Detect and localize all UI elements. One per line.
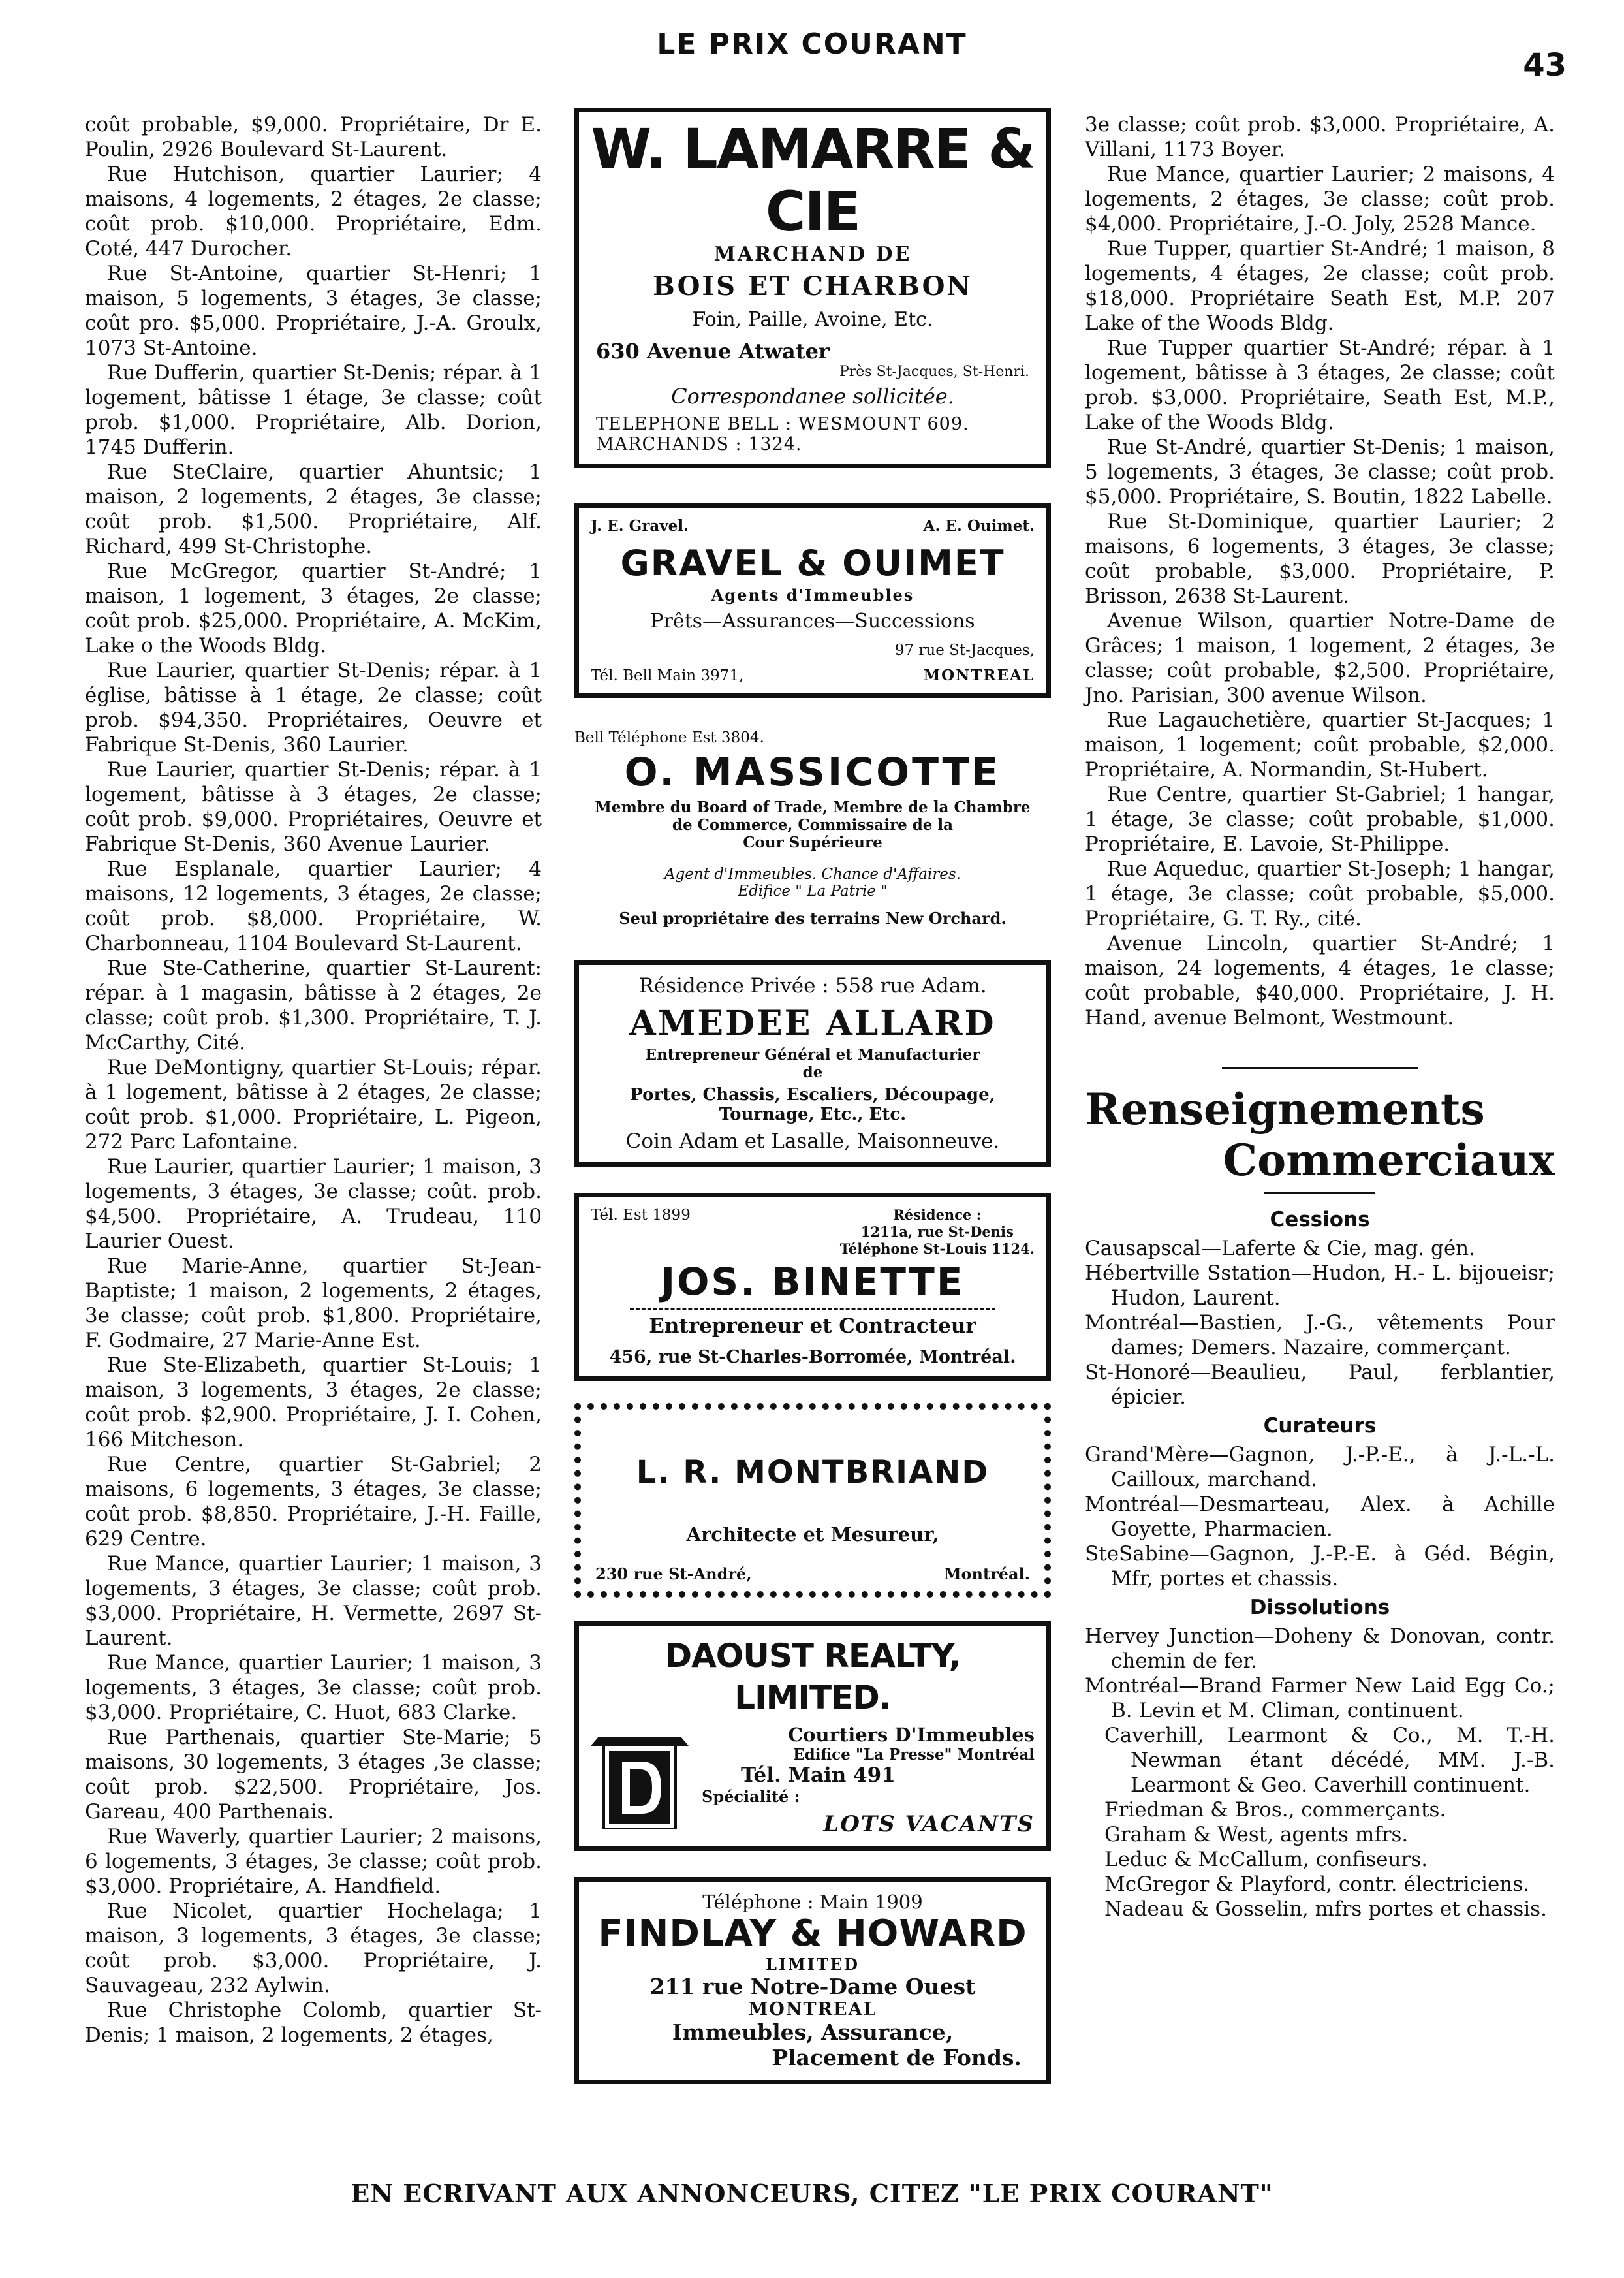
ad-gravel-address: 97 rue St-Jacques, — [894, 642, 1035, 659]
ad-lamarre-slogan: Correspondanee sollicitée. — [671, 384, 954, 409]
listing-entry: 3e classe; coût prob. $3,000. Propriétaire, A. Villani, 1173 Boyer. — [1085, 113, 1555, 161]
ad-lamarre-phone: MARCHANDS : 1324. — [596, 434, 802, 454]
ad-gravel-line: Agents d'Immeubles — [711, 586, 914, 605]
ad-daoust-title: DAOUST REALTY, LIMITED. — [664, 1637, 961, 1716]
ad-lamarre-near: Près St-Jacques, St-Henri. — [839, 364, 1029, 380]
listing-entry: Rue Centre, quartier St-Gabriel; 2 maisons, 6 logements, 3 étages, 3e classe; coût prob. $8,850. Propriétaire, J.-H. Faille, 629 Centre. — [85, 1453, 542, 1551]
ad-binette-line: Entrepreneur et Contracteur — [649, 1314, 976, 1338]
listing-entry: Rue Tupper, quartier St-André; 1 maison, 8 logements, 4 étages, 2e classe; coût prob. $18,000. Propriétaire Seath Est, M.P. 207 Lake of the Woods Bldg. — [1085, 237, 1555, 335]
ad-lamarre-line: Foin, Paille, Avoine, Etc. — [692, 308, 933, 331]
left-column — [85, 112, 542, 2048]
ad-lamarre-line: BOIS ET CHARBON — [653, 271, 973, 302]
ad-allard-line: Entrepreneur Général et Manufacturier — [645, 1046, 980, 1064]
ad-daoust-line: Spécialité : — [702, 1787, 800, 1806]
ad-lamarre — [574, 108, 1051, 468]
register-entry: Montréal—Brand Farmer New Laid Egg Co.; B. Levin et M. Climan, continuent. — [1085, 1674, 1555, 1722]
ad-binette-res: 1211a, rue St-Denis — [860, 1224, 1014, 1240]
listing-entry: Rue Mance, quartier Laurier; 1 maison, 3 logements, 3 étages, 3e classe; coût prob. $3,000. Propriétaire, H. Vermette, 2697 St-Laurent. — [85, 1552, 542, 1650]
ad-allard-line: Coin Adam et Lasalle, Maisonneuve. — [625, 1130, 1000, 1153]
ad-montbriand-address: 230 rue St-André, — [595, 1564, 752, 1583]
listing-entry: Avenue Wilson, quartier Notre-Dame de Grâces; 1 maison, 1 logement, 2 étages, 3e classe; coût probable, $2,500. Propriétaire, Jno. Parisian, 300 avenue Wilson. — [1085, 609, 1555, 707]
ad-findlay-phone: Téléphone : Main 1909 — [702, 1891, 923, 1913]
ad-massicotte-phone: Bell Téléphone Est 3804. — [574, 729, 764, 746]
ad-lamarre-phone: TELEPHONE BELL : WESMOUNT 609. — [596, 414, 969, 434]
listing-entry: Rue Aqueduc, quartier St-Joseph; 1 hangar, 1 étage, 3e classe; coût probable, $5,000. Propriétaire, G. T. Ry., cité. — [1085, 857, 1555, 930]
ad-binette-phone: Tél. Est 1899 — [591, 1207, 691, 1224]
register-entry: Leduc & McCallum, confiseurs. — [1104, 1848, 1428, 1871]
section-divider — [1222, 1067, 1418, 1069]
ad-allard-line: de — [802, 1064, 823, 1081]
renseignements-heading: Renseignements — [1085, 1084, 1485, 1135]
register-entry: Causapscal—Laferte & Cie, mag. gén. — [1085, 1237, 1476, 1260]
listing-entry: Rue Waverly, quartier Laurier; 2 maisons, 6 logements, 3 étages, 3e classe; coût prob. $3,000. Propriétaire, A. Handfield. — [85, 1825, 542, 1898]
ad-daoust — [574, 1621, 1051, 1851]
listing-entry: Rue Hutchison, quartier Laurier; 4 maisons, 4 logements, 2 étages, 2e classe; coût prob. $10,000. Propriétaire, Edm. Coté, 447 Durocher. — [85, 163, 542, 261]
listing-entry: Rue Dufferin, quartier St-Denis; répar. à 1 logement, bâtisse 1 étage, 3e classe; coût prob. $1,000. Propriétaire, Alb. Dorion, 1745 Dufferin. — [85, 361, 542, 459]
ad-lamarre-line: MARCHAND DE — [713, 243, 912, 266]
ad-gravel-ouimet — [574, 503, 1051, 698]
listing-entry: Rue Nicolet, quartier Hochelaga; 1 maison, 3 logements, 3 étages, 3e classe; coût prob. $3,000. Propriétaire, J. Sauvageau, 232 Aylwin. — [85, 1899, 542, 1997]
ad-findlay-line: 211 rue Notre-Dame Ouest — [649, 1974, 976, 1999]
ad-gravel-title: GRAVEL & OUIMET — [620, 543, 1005, 584]
commerciaux-heading: Commerciaux — [1223, 1135, 1555, 1186]
listing-entry: Rue Tupper quartier St-André; répar. à 1 logement, bâtisse à 3 étages, 2e classe; coût prob. $3,000. Propriétaire, Seath Est, M.P., Lake of the Woods Bldg. — [1085, 336, 1555, 434]
ad-allard — [574, 960, 1051, 1167]
register-entry: Hervey Junction—Doheny & Donovan, contr. chemin de fer. — [1085, 1624, 1555, 1673]
register-entry: Nadeau & Gosselin, mfrs portes et chassis. — [1104, 1897, 1547, 1921]
ad-gravel-right-name: A. E. Ouimet. — [923, 517, 1035, 535]
ad-allard-title: AMEDEE ALLARD — [629, 1004, 996, 1043]
register-entry: McGregor & Playford, contr. électriciens. — [1104, 1873, 1530, 1896]
listing-entry: Rue Centre, quartier St-Gabriel; 1 hangar, 1 étage, 3e classe; coût probable, $1,000. Propriétaire, E. Lavoie, St-Philippe. — [1085, 783, 1555, 856]
ad-lamarre-title: W. LAMARRE & CIE — [591, 117, 1035, 244]
listing-entry: Rue St-André, quartier St-Denis; 1 maison, 5 logements, 3 étages, 3e classe; coût prob. $5,000. Propriétaire, S. Boutin, 1822 Labelle. — [1085, 435, 1555, 509]
listing-entry: Avenue Lincoln, quartier St-André; 1 maison, 24 logements, 4 étages, 1e classe; coût probable, $40,000. Propriétaire, J. H. Hand, avenue Belmont, Westmount. — [1085, 932, 1555, 1030]
ad-gravel-left-name: J. E. Gravel. — [591, 517, 689, 535]
register-entry: Graham & West, agents mfrs. — [1104, 1823, 1409, 1846]
dissolutions-heading: Dissolutions — [1249, 1596, 1390, 1619]
listing-entry: Rue McGregor, quartier St-André; 1 maison, 1 logement, 3 étages, 2e classe; coût prob. $25,000. Propriétaire, A. McKim, Lake o the Woods Bldg. — [85, 560, 542, 657]
ad-massicotte — [574, 729, 1051, 928]
daoust-monogram-logo — [591, 1732, 689, 1829]
ad-findlay-line: Immeubles, Assurance, — [672, 2019, 954, 2045]
listing-entry: Rue Parthenais, quartier Ste-Marie; 5 maisons, 30 logements, 3 étages ,3e classe; coût prob. $22,500. Propriétaire, Jos. Gareau, 400 Parthenais. — [85, 1726, 542, 1824]
ad-findlay — [574, 1877, 1051, 2084]
curateurs-heading: Curateurs — [1263, 1414, 1377, 1438]
ad-binette-line: 456, rue St-Charles-Borromée, Montréal. — [609, 1347, 1016, 1367]
ad-allard-line: Portes, Chassis, Escaliers, Découpage, — [630, 1085, 995, 1105]
ad-lamarre-address: 630 Avenue Atwater — [596, 339, 830, 364]
ad-binette-res: Résidence : — [893, 1207, 982, 1223]
listing-entry: Rue Marie-Anne, quartier St-Jean-Baptiste; 1 maison, 2 logements, 2 étages, 3e classe; coût prob. $1,800. Propriétaire, F. Godmaire, 27 Marie-Anne Est. — [85, 1254, 542, 1352]
register-entry: Caverhill, Learmont & Co., M. T.-H. Newman étant décédé, MM. J.-B. Learmont & Geo. Caverhill continuent. — [1104, 1724, 1555, 1797]
listing-entry: Rue Laurier, quartier St-Denis; répar. à 1 église, bâtisse à 1 étage, 2e classe; coût prob. $94,350. Propriétaires, Oeuvre et Fabrique St-Denis, 360 Laurier. — [85, 659, 542, 757]
listing-entry: Rue Ste-Catherine, quartier St-Laurent: répar. à 1 magasin, bâtisse à 2 étages, 2e classe; coût prob. $1,300. Propriétaire, T. J. McCarthy, Cité. — [85, 957, 542, 1054]
ad-massicotte-line: Edifice " La Patrie " — [738, 883, 888, 900]
ad-allard-line: Tournage, Etc., Etc. — [719, 1105, 907, 1124]
ad-findlay-line: Placement de Fonds. — [772, 2045, 1022, 2070]
listing-entry: Rue DeMontigny, quartier St-Louis; répar. à 1 logement, bâtisse à 2 étages, 2e classe; coût prob. $1,000. Propriétaire, L. Pigeon, 272 Parc Lafontaine. — [85, 1056, 542, 1154]
ad-gravel-phone: Tél. Bell Main 3971, — [591, 667, 744, 684]
register-entry: Montréal—Bastien, J.-G., vêtements Pour dames; Demers. Nazaire, commerçant. — [1085, 1311, 1555, 1359]
ad-daoust-line: Edifice "La Presse" Montréal — [793, 1746, 1035, 1764]
listing-entry: Rue Christophe Colomb, quartier St-Denis; 1 maison, 2 logements, 2 étages, — [85, 1999, 542, 2047]
ad-montbriand-city: Montréal. — [943, 1564, 1030, 1583]
section-divider — [1264, 1192, 1375, 1194]
register-entry: Friedman & Bros., commerçants. — [1104, 1798, 1446, 1822]
ad-massicotte-line: Cour Supérieure — [743, 834, 882, 851]
ad-montbriand-line: Architecte et Mesureur, — [686, 1523, 939, 1545]
ad-massicotte-line: Membre du Board of Trade, Membre de la Chambre — [595, 799, 1031, 816]
register-entry: Grand'Mère—Gagnon, J.-P.-E., à J.-L.-L. Cailloux, marchand. — [1085, 1443, 1555, 1491]
right-column — [1085, 112, 1555, 1922]
ad-findlay-line: LIMITED — [766, 1955, 860, 1974]
listing-entry: Rue St-Antoine, quartier St-Henri; 1 maison, 5 logements, 3 étages, 3e classe; coût pro. $5,000. Propriétaire, J.-A. Groulx, 1073 St-Antoine. — [85, 262, 542, 360]
ad-gravel-line: Prêts—Assurances—Successions — [650, 610, 975, 633]
listing-entry: Rue Mance, quartier Laurier; 2 maisons, 4 logements, 2 étages, 3e classe; coût prob. $4,000. Propriétaire, J.-O. Joly, 2528 Mance. — [1085, 163, 1555, 236]
ad-binette-divider — [630, 1308, 995, 1310]
ad-binette-res: Téléphone St-Louis 1124. — [839, 1241, 1035, 1257]
ad-montbriand-title: L. R. MONTBRIAND — [636, 1454, 990, 1491]
ad-montbriand — [574, 1403, 1051, 1598]
ad-binette — [574, 1193, 1051, 1381]
ad-findlay-title: FINDLAY & HOWARD — [598, 1912, 1027, 1955]
listing-entry: Rue Laurier, quartier Laurier; 1 maison, 3 logements, 3 étages, 3e classe; coût. prob. $4,500. Propriétaire, A. Trudeau, 110 Laurier Ouest. — [85, 1155, 542, 1253]
register-entry: SteSabine—Gagnon, J.-P.-E. à Géd. Bégin, Mfr, portes et chassis. — [1085, 1542, 1555, 1590]
ad-daoust-line: Tél. Main 491 — [741, 1764, 896, 1787]
page-footer: EN ECRIVANT AUX ANNONCEURS, CITEZ "LE PRIX COURANT" — [351, 2179, 1273, 2208]
listing-entry: coût probable, $9,000. Propriétaire, Dr E. Poulin, 2926 Boulevard St-Laurent. — [85, 113, 542, 161]
register-entry: Hébertville Sstation—Hudon, H.- L. bijoueisr; Hudon, Laurent. — [1085, 1261, 1555, 1310]
register-entry: Montréal—Desmarteau, Alex. à Achille Goyette, Pharmacien. — [1085, 1493, 1555, 1541]
ad-massicotte-line: Agent d'Immeubles. Chance d'Affaires. — [664, 866, 961, 883]
ad-allard-residence: Résidence Privée : 558 rue Adam. — [638, 974, 987, 998]
ad-binette-title: JOS. BINETTE — [661, 1259, 965, 1304]
listing-entry: Rue Mance, quartier Laurier; 1 maison, 3 logements, 3 étages, 3e classe; coût prob. $3,000. Propriétaire, C. Huot, 683 Clarke. — [85, 1651, 542, 1724]
cessions-heading: Cessions — [1270, 1208, 1370, 1231]
listing-entry: Rue St-Dominique, quartier Laurier; 2 maisons, 6 logements, 3 étages, 3e classe; coût probable, $3,000. Propriétaire, P. Brisson, 2638 St-Laurent. — [1085, 510, 1555, 608]
register-entry: St-Honoré—Beaulieu, Paul, ferblantier, épicier. — [1085, 1361, 1555, 1409]
ad-massicotte-line: Seul propriétaire des terrains New Orchard. — [619, 909, 1007, 928]
ads-column — [574, 108, 1051, 2106]
listing-entry: Rue SteClaire, quartier Ahuntsic; 1 maison, 2 logements, 2 étages, 3e classe; coût prob. $1,500. Propriétaire, Alf. Richard, 499 St-Christophe. — [85, 460, 542, 558]
listing-entry: Rue Lagauchetière, quartier St-Jacques; 1 maison, 1 logement; coût probable, $2,000. Propriétaire, A. Normandin, St-Hubert. — [1085, 708, 1555, 782]
listing-entry: Rue Esplanale, quartier Laurier; 4 maisons, 12 logements, 3 étages, 2e classe; coût prob. $8,000. Propriétaire, W. Charbonneau, 1104 Boulevard St-Laurent. — [85, 857, 542, 955]
listing-entry: Rue Ste-Elizabeth, quartier St-Louis; 1 maison, 3 logements, 3 étages, 2e classe; coût prob. $2,900. Propriétaire, J. I. Cohen, 166 Mitcheson. — [85, 1353, 542, 1451]
ad-daoust-line: LOTS VACANTS — [823, 1811, 1035, 1837]
page-number: 43 — [1523, 47, 1567, 84]
page-header-title: LE PRIX COURANT — [657, 27, 967, 61]
ad-findlay-line: MONTREAL — [748, 1999, 877, 2019]
ad-massicotte-title: O. MASSICOTTE — [624, 750, 1001, 795]
ad-daoust-line: Courtiers D'Immeubles — [788, 1724, 1035, 1746]
ad-gravel-city: MONTREAL — [923, 667, 1035, 684]
listing-entry: Rue Laurier, quartier St-Denis; répar. à 1 logement, bâtisse à 3 étages, 2e classe; coût prob. $9,000. Propriétaires, Oeuvre et Fabrique St-Denis, 360 Avenue Laurier. — [85, 758, 542, 856]
ad-massicotte-line: de Commerce, Commissaire de la — [672, 816, 954, 834]
